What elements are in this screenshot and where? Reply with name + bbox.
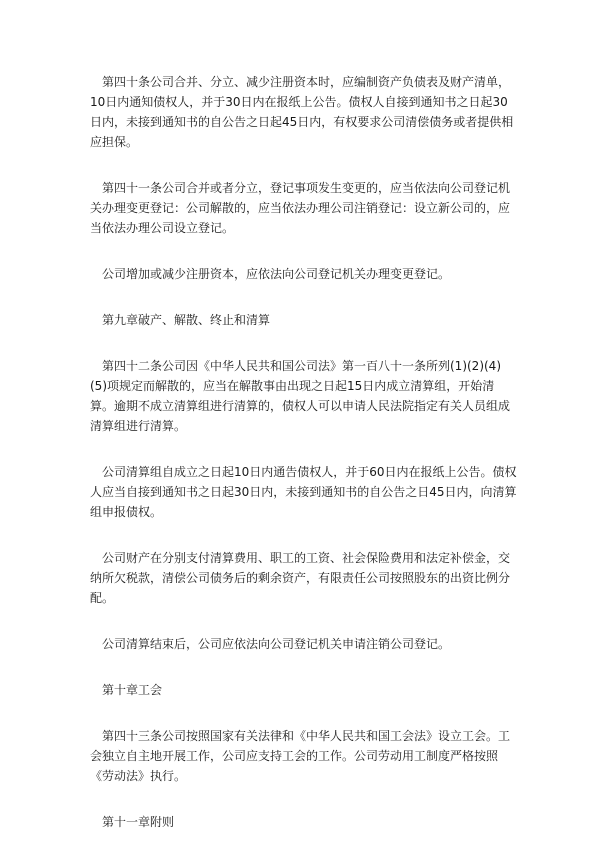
liquidation-notice-paragraph: 公司清算组自成立之日起10日内通告债权人，并于60日内在报纸上公告。债权人应当自接到通知书之日起30日内，未接到通知书的自公告之日45日内，向清算组申报债权。 (90, 465, 517, 519)
deregistration-paragraph: 公司清算结束后，公司应依法向公司登记机关申请注销公司登记。 (102, 637, 451, 651)
chapter-10-heading: 第十章工会 (102, 683, 163, 697)
chapter-11-heading: 第十一章附则 (102, 815, 175, 829)
capital-change-paragraph: 公司增加或减少注册资本，应依法向公司登记机关办理变更登记。 (102, 267, 451, 281)
asset-distribution-paragraph: 公司财产在分别支付清算费用、职工的工资、社会保险费用和法定补偿金，交纳所欠税款，清偿公司债务后的剩余资产，有限责任公司按照股东的出资比例分配。 (90, 551, 511, 605)
article-41-paragraph: 第四十一条公司合并或者分立，登记事项发生变更的，应当依法向公司登记机关办理变更登记：公司解散的，应当依法办理公司注销登记：设立新公司的，应当依法办理公司设立登记。 (90, 181, 511, 235)
chapter-9-heading: 第九章破产、解散、终止和清算 (102, 313, 271, 327)
article-43-paragraph: 第四十三条公司按照国家有关法律和《中华人民共和国工会法》设立工会。工会独立自主地开展工作，公司应支持工会的工作。公司劳动用工制度严格按照《劳动法》执行。 (90, 729, 511, 783)
article-40-paragraph: 第四十条公司合并、分立、减少注册资本时，应编制资产负债表及财产清单，10日内通知债权人，并于30日内在报纸上公告。债权人自接到通知书之日起30日内，未接到通知书的自公告之日起45日内，有权要求公司清偿债务或者提供相应担保。 (90, 75, 514, 149)
article-42-paragraph: 第四十二条公司因《中华人民共和国公司法》第一百八十一条所列(1)(2)(4)(5)项规定而解散的，应当在解散事由出现之日起15日内成立清算组，开始清算。逾期不成立清算组进行清算的，债权人可以申请人民法院指定有关人员组成清算组进行清算。 (90, 359, 511, 433)
